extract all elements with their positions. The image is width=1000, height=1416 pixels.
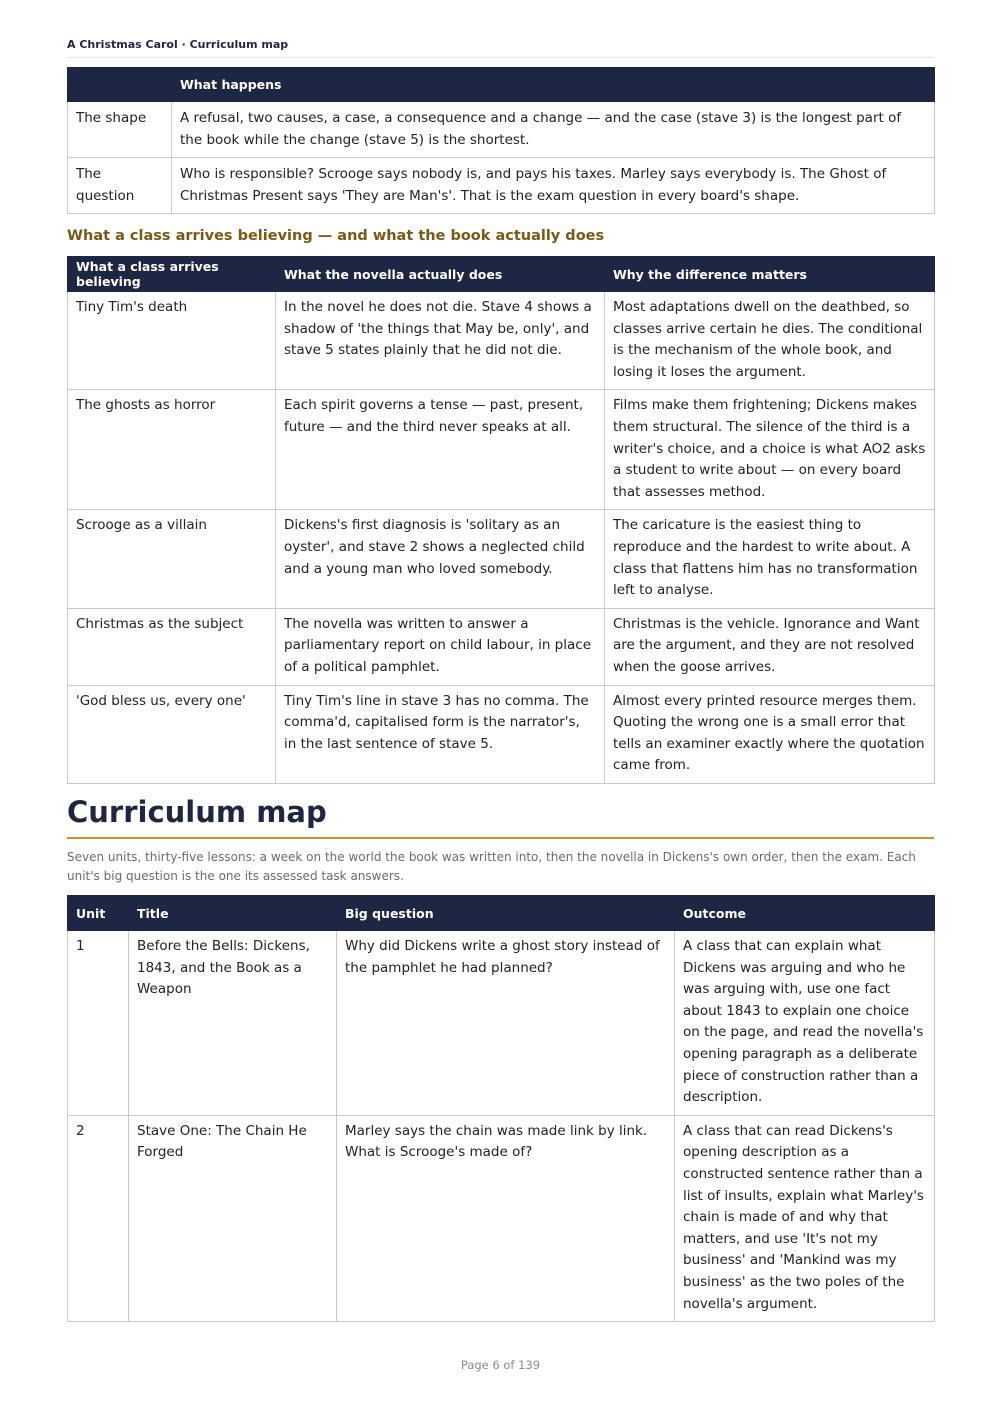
table-cell: In the novel he does not die. Stave 4 shows a shadow of 'the things that May be, only', and stave 5 states plainly that he did not die. xyxy=(276,292,605,390)
table-cell: The ghosts as horror xyxy=(68,390,276,510)
shape-table xyxy=(67,67,935,214)
table-cell: Dickens's first diagnosis is 'solitary as an oyster', and stave 2 shows a neglected child and a young man who loved somebody. xyxy=(276,510,605,608)
running-header: A Christmas Carol · Curriculum map xyxy=(67,38,934,58)
table-header-row xyxy=(68,896,935,931)
table-cell: Tiny Tim's line in stave 3 has no comma. The comma'd, capitalised form is the narrator's, in the last sentence of stave 5. xyxy=(276,685,605,783)
table-cell: Before the Bells: Dickens, 1843, and the Book as a Weapon xyxy=(129,931,337,1116)
table-cell: Christmas as the subject xyxy=(68,608,276,685)
table-cell: A refusal, two causes, a case, a consequence and a change — and the case (stave 3) is the longest part of the book while the change (stave 5) is the shortest. xyxy=(172,102,935,158)
table-cell: The question xyxy=(68,158,172,214)
table-cell: Most adaptations dwell on the deathbed, so classes arrive certain he dies. The conditional is the mechanism of the whole book, and losing it loses the argument. xyxy=(605,292,935,390)
table-cell: Why did Dickens write a ghost story instead of the pamphlet he had planned? xyxy=(337,931,675,1116)
table-cell: Almost every printed resource merges them. Quoting the wrong one is a small error that tells an examiner exactly where the quotation came from. xyxy=(605,685,935,783)
table-cell: 2 xyxy=(68,1115,129,1321)
table-header-row xyxy=(68,257,935,292)
table-header-row xyxy=(68,68,935,102)
column-header: Why the difference matters xyxy=(605,257,935,292)
table-row xyxy=(68,608,935,685)
column-header: Title xyxy=(129,896,337,931)
table-cell: Stave One: The Chain He Forged xyxy=(129,1115,337,1321)
table-cell: A class that can explain what Dickens was arguing and who he was arguing with, use one fact about 1843 to explain one choice on the page, and read the novella's opening paragraph as a deliberate piece of construction rather than a description. xyxy=(675,931,935,1116)
table-cell: The novella was written to answer a parliamentary report on child labour, in place of a political pamphlet. xyxy=(276,608,605,685)
column-header: Unit xyxy=(68,896,129,931)
table-row xyxy=(68,510,935,608)
table-row xyxy=(68,931,935,1116)
table-row xyxy=(68,1115,935,1321)
column-header: What happens xyxy=(172,68,935,102)
table-cell: Each spirit governs a tense — past, present, future — and the third never speaks at all. xyxy=(276,390,605,510)
column-header: What the novella actually does xyxy=(276,257,605,292)
beliefs-heading: What a class arrives believing — and what the book actually does xyxy=(67,228,605,244)
table-cell: The caricature is the easiest thing to reproduce and the hardest to write about. A class that flattens him has no transformation left to analyse. xyxy=(605,510,935,608)
intro-text: Seven units, thirty-five lessons: a week on the world the book was written into, then the novella in Dickens's own order, then the exam. Each unit's big question is the one its assessed task answers. xyxy=(67,850,916,883)
table-row xyxy=(68,685,935,783)
table-cell: Films make them frightening; Dickens makes them structural. The silence of the third is a writer's choice, and a choice is what AO2 asks a student to write about — on every board that assesses method. xyxy=(605,390,935,510)
table-row xyxy=(68,390,935,510)
table-row xyxy=(68,292,935,390)
table-cell: Scrooge as a villain xyxy=(68,510,276,608)
table-cell: Who is responsible? Scrooge says nobody is, and pays his taxes. Marley says everybody is. The Ghost of Christmas Present says 'They are Man's'. That is the exam question in every board's shape. xyxy=(172,158,935,214)
column-header: What a class arrives believing xyxy=(68,257,276,292)
column-header: Outcome xyxy=(675,896,935,931)
column-header: Big question xyxy=(337,896,675,931)
beliefs-table xyxy=(67,256,935,784)
page-number: Page 6 of 139 xyxy=(460,1358,541,1372)
table-cell: Christmas is the vehicle. Ignorance and Want are the argument, and they are not resolved when the goose arrives. xyxy=(605,608,935,685)
column-header xyxy=(68,68,172,102)
table-cell: Tiny Tim's death xyxy=(68,292,276,390)
table-cell: 'God bless us, every one' xyxy=(68,685,276,783)
section-title: Curriculum map xyxy=(67,795,934,839)
units-table xyxy=(67,895,935,1322)
table-row xyxy=(68,102,935,158)
table-row xyxy=(68,158,935,214)
table-cell: The shape xyxy=(68,102,172,158)
table-cell: Marley says the chain was made link by link. What is Scrooge's made of? xyxy=(337,1115,675,1321)
table-cell: A class that can read Dickens's opening description as a constructed sentence rather than a list of insults, explain what Marley's chain is made of and why that matters, and use 'It's not my business' and 'Mankind was my business' as the two poles of the novella's argument. xyxy=(675,1115,935,1321)
table-cell: 1 xyxy=(68,931,129,1116)
